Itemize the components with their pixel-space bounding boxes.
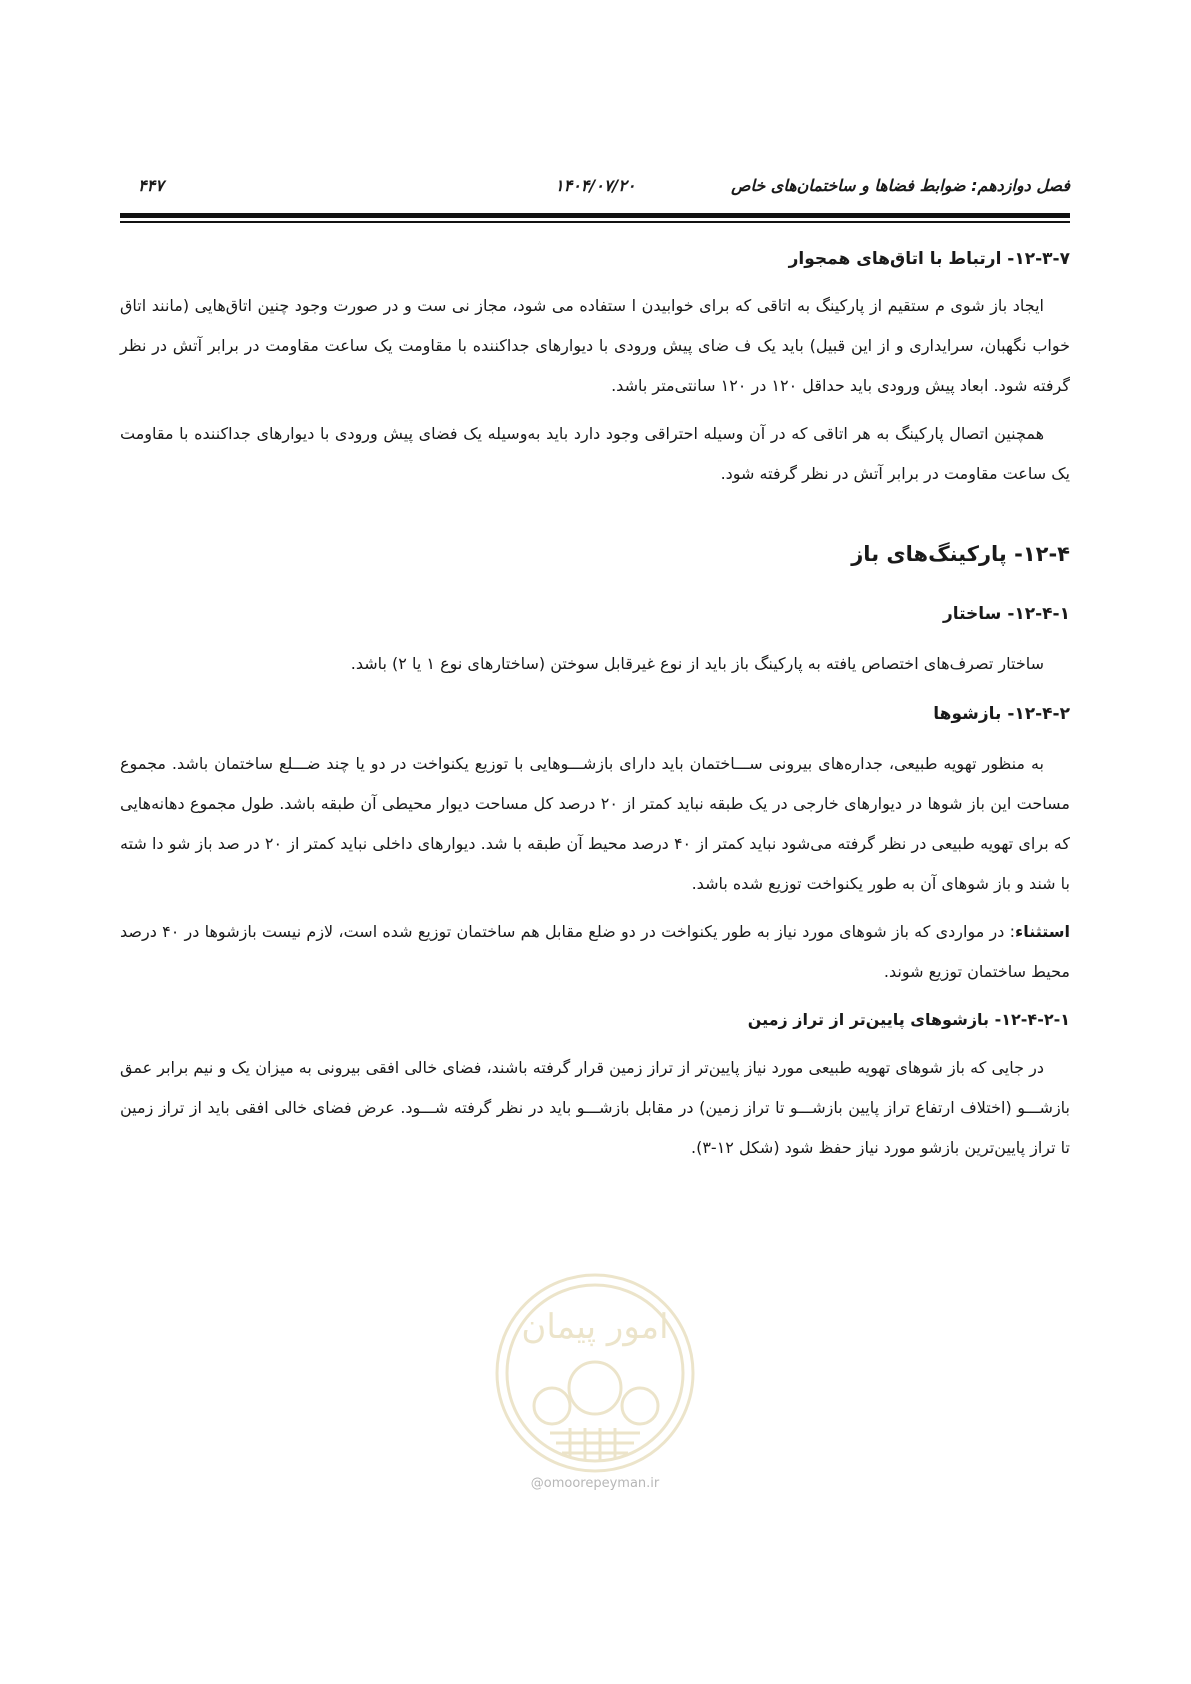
svg-text:امور پیمان: امور پیمان [521,1307,669,1347]
section-heading-12-4-2-1: ۱۲-۴-۲-۱- بازشوهای پایین‌تر از تراز زمین [747,1010,1070,1029]
section-heading-12-4-1: ۱۲-۴-۱- ساختار [942,604,1070,624]
paragraph-12-4-2-1: در جایی که باز شوهای تهویه طبیعی مورد نیاز پایین‌تر از تراز زمین قرار گرفته باشند، فضای خالی افقی بیرونی به میزان یک و نیم برابر عمق بازشـــو (اختلاف ارتفاع تراز پایین بازشـــو تا تراز زمین) در مقابل بازشـــو باید در نظر گرفته شـــود. عرض فضای خالی افقی باید از تراز زمین تا تراز پایین‌ترین بازشو مورد نیاز حفظ شود (شکل ۱۲-۳). [120,1058,1070,1157]
running-header-date: ۱۴۰۴/۰۷/۲۰ [555,176,636,195]
exception-note [120,912,1070,992]
section-heading-12-3-7: ۱۲-۳-۷- ارتباط با اتاق‌های همجوار [788,249,1070,269]
paragraph-12-3-7-b: همچنین اتصال پارکینگ به هر اتاقی که در آن وسیله احتراقی وجود دارد باید به‌وسیله یک فضای پیش ورودی با دیوارهای جداکننده با مقاومت یک ساعت مقاومت در برابر آتش در نظر گرفته شود. [120,424,1070,483]
header-rule-thin [120,221,1070,223]
running-header-chapter: فصل دوازدهم: ضوابط فضاها و ساختمان‌های خاص [731,176,1070,195]
section-heading-12-4: ۱۲-۴- پارکینگ‌های باز [851,542,1070,566]
watermark-url: @omoorepeyman.ir [530,1476,660,1491]
exception-text: : در مواردی که باز شوهای مورد نیاز به طور یکنواخت در دو ضلع مقابل هم ساختمان توزیع شده است، لازم نیست بازشوها در ۴۰ درصد محیط ساختمان توزیع شوند. [120,922,1070,981]
paragraph-12-3-7-a: ایجاد باز شوی م ستقیم از پارکینگ به اتاقی که برای خوابیدن ا ستفاده می شود، مجاز نی ست و در صورت وجود چنین اتاق‌هایی (مانند اتاق خواب نگهبان، سرایداری و از این قبیل) باید یک ف ضای پیش ورودی با دیوارهای جداکننده با مقاومت یک ساعت مقاومت در برابر آتش در نظر گرفته شود. ابعاد پیش ورودی باید حداقل ۱۲۰ در ۱۲۰ سانتی‌متر باشد. [120,296,1070,395]
header-rule-thick [120,213,1070,218]
paragraph-12-4-1: ساختار تصرف‌های اختصاص یافته به پارکینگ باز باید از نوع غیرقابل سوختن (ساختارهای نوع ۱ یا ۲) باشد. [350,654,1044,673]
exception-label: استثناء [1015,922,1071,941]
watermark-logo [490,1268,700,1478]
paragraph-12-4-2: به منظور تهویه طبیعی، جداره‌های بیرونی ســـاختمان باید دارای بازشـــوهایی با توزیع یکنواخت در دو یا چند ضـــلع ساختمان باشد. مجموع مساحت این باز شوها در دیوارهای خارجی در یک طبقه نباید کمتر از ۲۰ درصد کل مساحت دیوار محیطی آن طبقه باشد. طول مجموع دهانه‌هایی که برای تهویه طبیعی در نظر گرفته می‌شود نباید کمتر از ۴۰ درصد محیط آن طبقه با شد. دیوارهای داخلی نباید کمتر از ۲۰ در صد باز شو دا شته با شند و باز شوهای آن به طور یکنواخت توزیع شده باشد. [120,754,1071,893]
page-number: ۴۴۷ [138,176,164,195]
document-body [120,244,1070,1168]
section-heading-12-4-2: ۱۲-۴-۲- بازشوها [933,704,1070,724]
